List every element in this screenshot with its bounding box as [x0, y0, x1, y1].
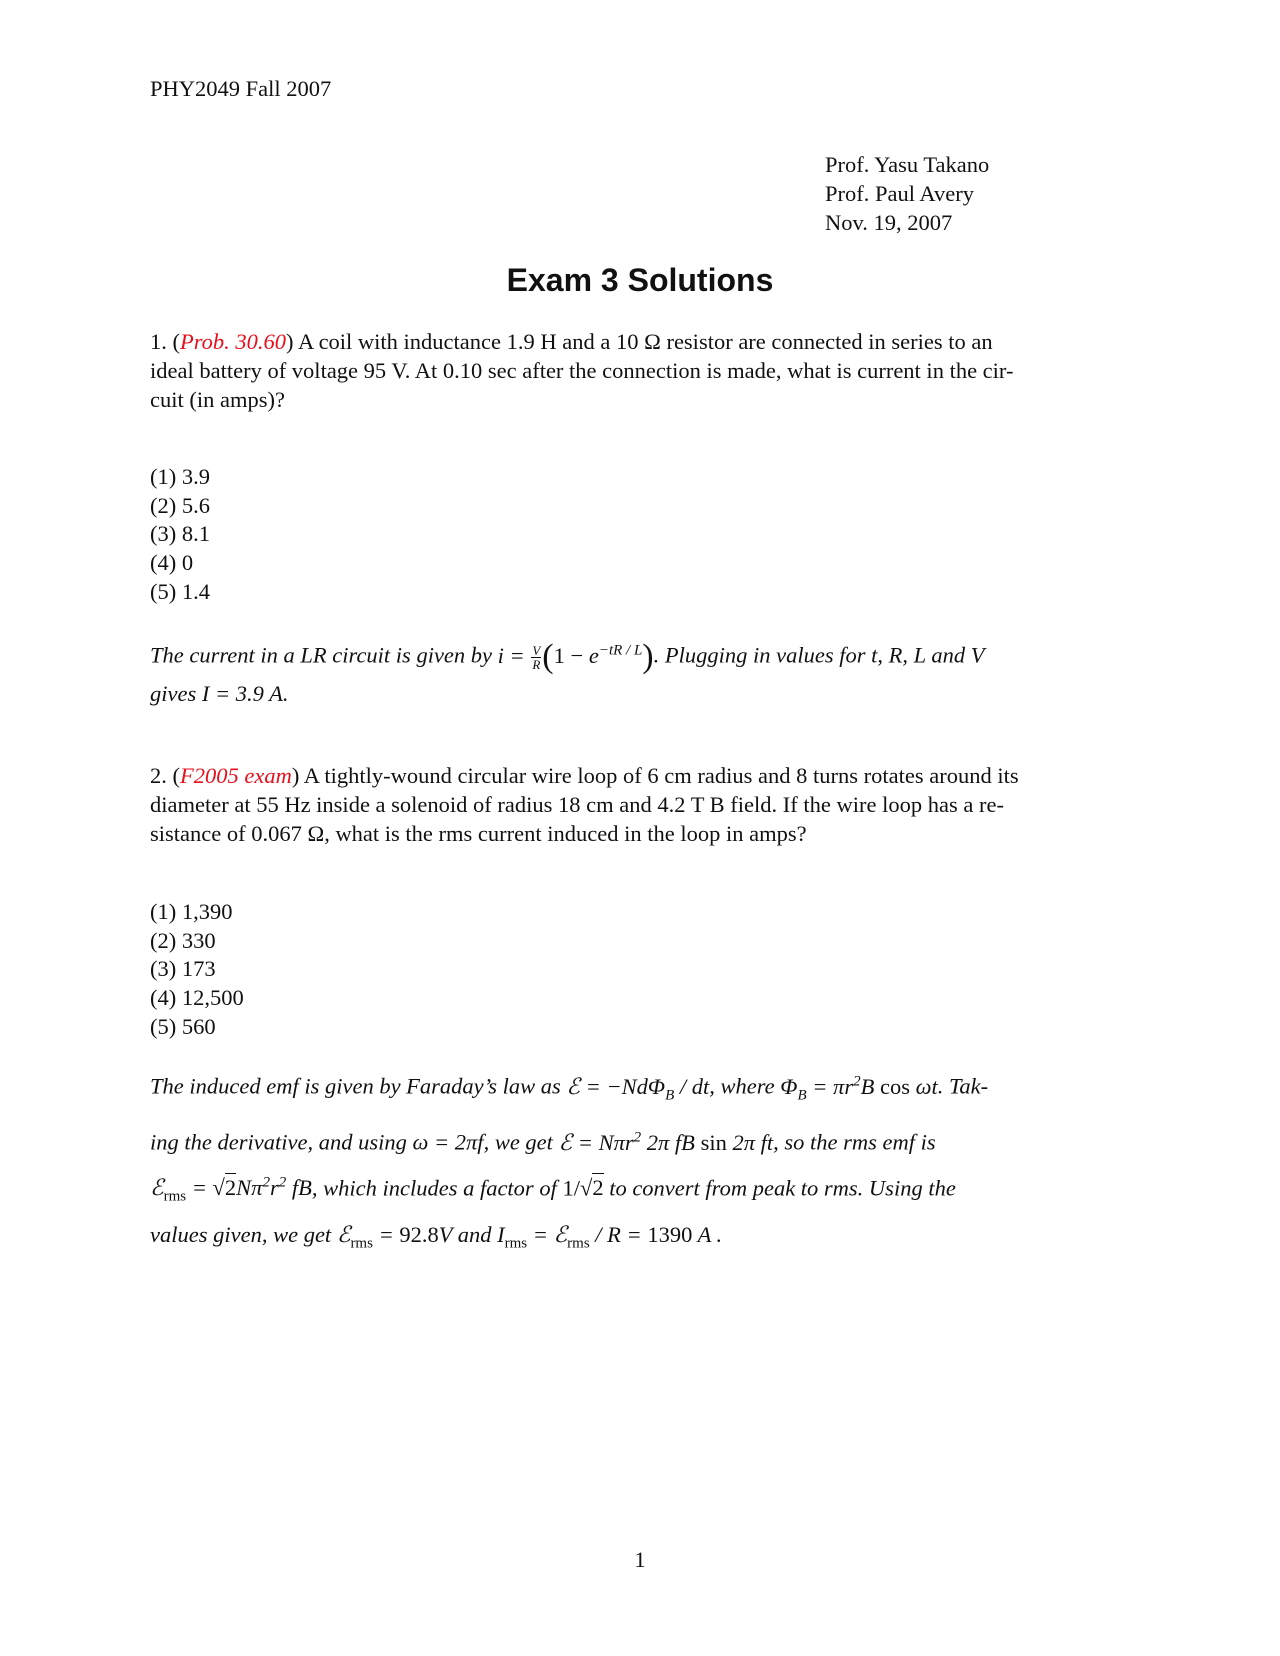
exam-date: Nov. 19, 2007 [825, 210, 953, 235]
lr-current-formula: i = $\frac{V}{R}$ $(1 - e^{-tR / L})$ [497, 637, 654, 675]
solution-2-line-1: The induced emf is given by Faraday’s law as ℰ = −NdΦ$_B$ / dt, where $\Phi_B = \pi r^2B$ cos ωt. Tak- [150, 1073, 989, 1103]
question-2-text-2: diameter at 55 Hz inside a solenoid of radius 18 cm and 4.2 T B field. If the wire loop has a re- [150, 792, 1004, 817]
professor-2: Prof. Paul Avery [825, 181, 974, 206]
question-1-text-1: A coil with inductance 1.9 H and a 10 Ω resistor are connected in series to an [297, 329, 993, 354]
solution-1 [150, 632, 1140, 707]
course-header: PHY2049 Fall 2007 [150, 76, 332, 101]
question-1-number: 1. [150, 329, 167, 354]
question-2-text-1: A tightly-wound circular wire loop of 6 cm radius and 8 turns rotates around its [303, 763, 1019, 788]
choice-2-5: (5) 560 [150, 1013, 216, 1039]
question-1-text-3: cuit (in amps)? [150, 387, 285, 412]
choice-1-3: (3) 8.1 [150, 521, 210, 547]
professor-block [825, 150, 989, 237]
page-number: 1 [634, 1547, 646, 1572]
solution-2-line-2: ing the derivative, and using ω = 2πf, we get ℰ = Nπr$^2$ 2π fB sin 2π ft, so the rms emf is [150, 1129, 936, 1156]
choice-2-3: (3) 173 [150, 956, 216, 982]
emf-rms-value: ℰ$_{rms}$ = 92.8V [336, 1221, 453, 1251]
emf-derivative-formula: ℰ = Nπr$^2$ 2π fB sin 2π ft [558, 1129, 774, 1156]
question-1-choices [150, 463, 210, 607]
flux-formula: $\Phi_B = \pi r^2B$ cos ωt [780, 1073, 938, 1103]
choice-1-1: (1) 3.9 [150, 464, 210, 489]
question-2-number: 2. [150, 763, 167, 788]
faraday-formula: ℰ = −NdΦ$_B$ / dt [566, 1073, 710, 1103]
current-rms-value: $I_{rms}$ = ℰ$_{rms}$ / R = 1390 A . [497, 1221, 723, 1251]
question-2-choices [150, 898, 244, 1042]
solution-2-line-3: ℰ$_{rms}$ = $√2N\pi^2r^2$ fB, which includes a factor of 1/√2 to convert from peak to rms. Using the [150, 1174, 956, 1205]
choice-2-2: (2) 330 [150, 927, 216, 953]
solution-1-line-1: The current in a LR circuit is given by i = $\frac{V}{R}$ $(1 - e^{-tR / L})$. Plugging in values for t, R, L and V [150, 637, 985, 675]
question-1-line-1: 1. (Prob. 30.60) A coil with inductance 1.9 H and a 10 Ω resistor are connected in series to an [150, 329, 993, 354]
solution-2-line-4: values given, we get ℰ$_{rms}$ = 92.8V and $I_{rms}$ = ℰ$_{rms}$ / R = 1390 A . [150, 1221, 723, 1251]
rms-factor-formula: 1/√2 [562, 1175, 604, 1200]
solution-1-line-2: gives I = 3.9 A. [150, 680, 289, 706]
question-2-source-link[interactable]: F2005 exam [180, 763, 292, 788]
page-title: Exam 3 Solutions [506, 262, 774, 298]
question-2-line-1: 2. (F2005 exam) A tightly-wound circular wire loop of 6 cm radius and 8 turns rotates around its [150, 763, 1019, 788]
choice-2-1: (1) 1,390 [150, 899, 233, 924]
omega-formula: ω = 2πf [412, 1129, 484, 1155]
question-1-text-2: ideal battery of voltage 95 V. At 0.10 sec after the connection is made, what is current in the cir- [150, 358, 1014, 383]
question-1 [150, 327, 1130, 414]
solution-2 [150, 1066, 1140, 1258]
choice-2-4: (4) 12,500 [150, 985, 244, 1011]
question-2-text-3: sistance of 0.067 Ω, what is the rms current induced in the loop in amps? [150, 821, 807, 846]
question-2 [150, 761, 1130, 848]
question-1-source-link[interactable]: Prob. 30.60 [180, 329, 287, 354]
choice-1-2: (2) 5.6 [150, 492, 210, 518]
choice-1-4: (4) 0 [150, 550, 194, 576]
professor-1: Prof. Yasu Takano [825, 152, 990, 177]
choice-1-5: (5) 1.4 [150, 578, 210, 604]
emf-rms-formula: ℰ$_{rms}$ = $√2N\pi^2r^2$ fB [150, 1174, 312, 1205]
